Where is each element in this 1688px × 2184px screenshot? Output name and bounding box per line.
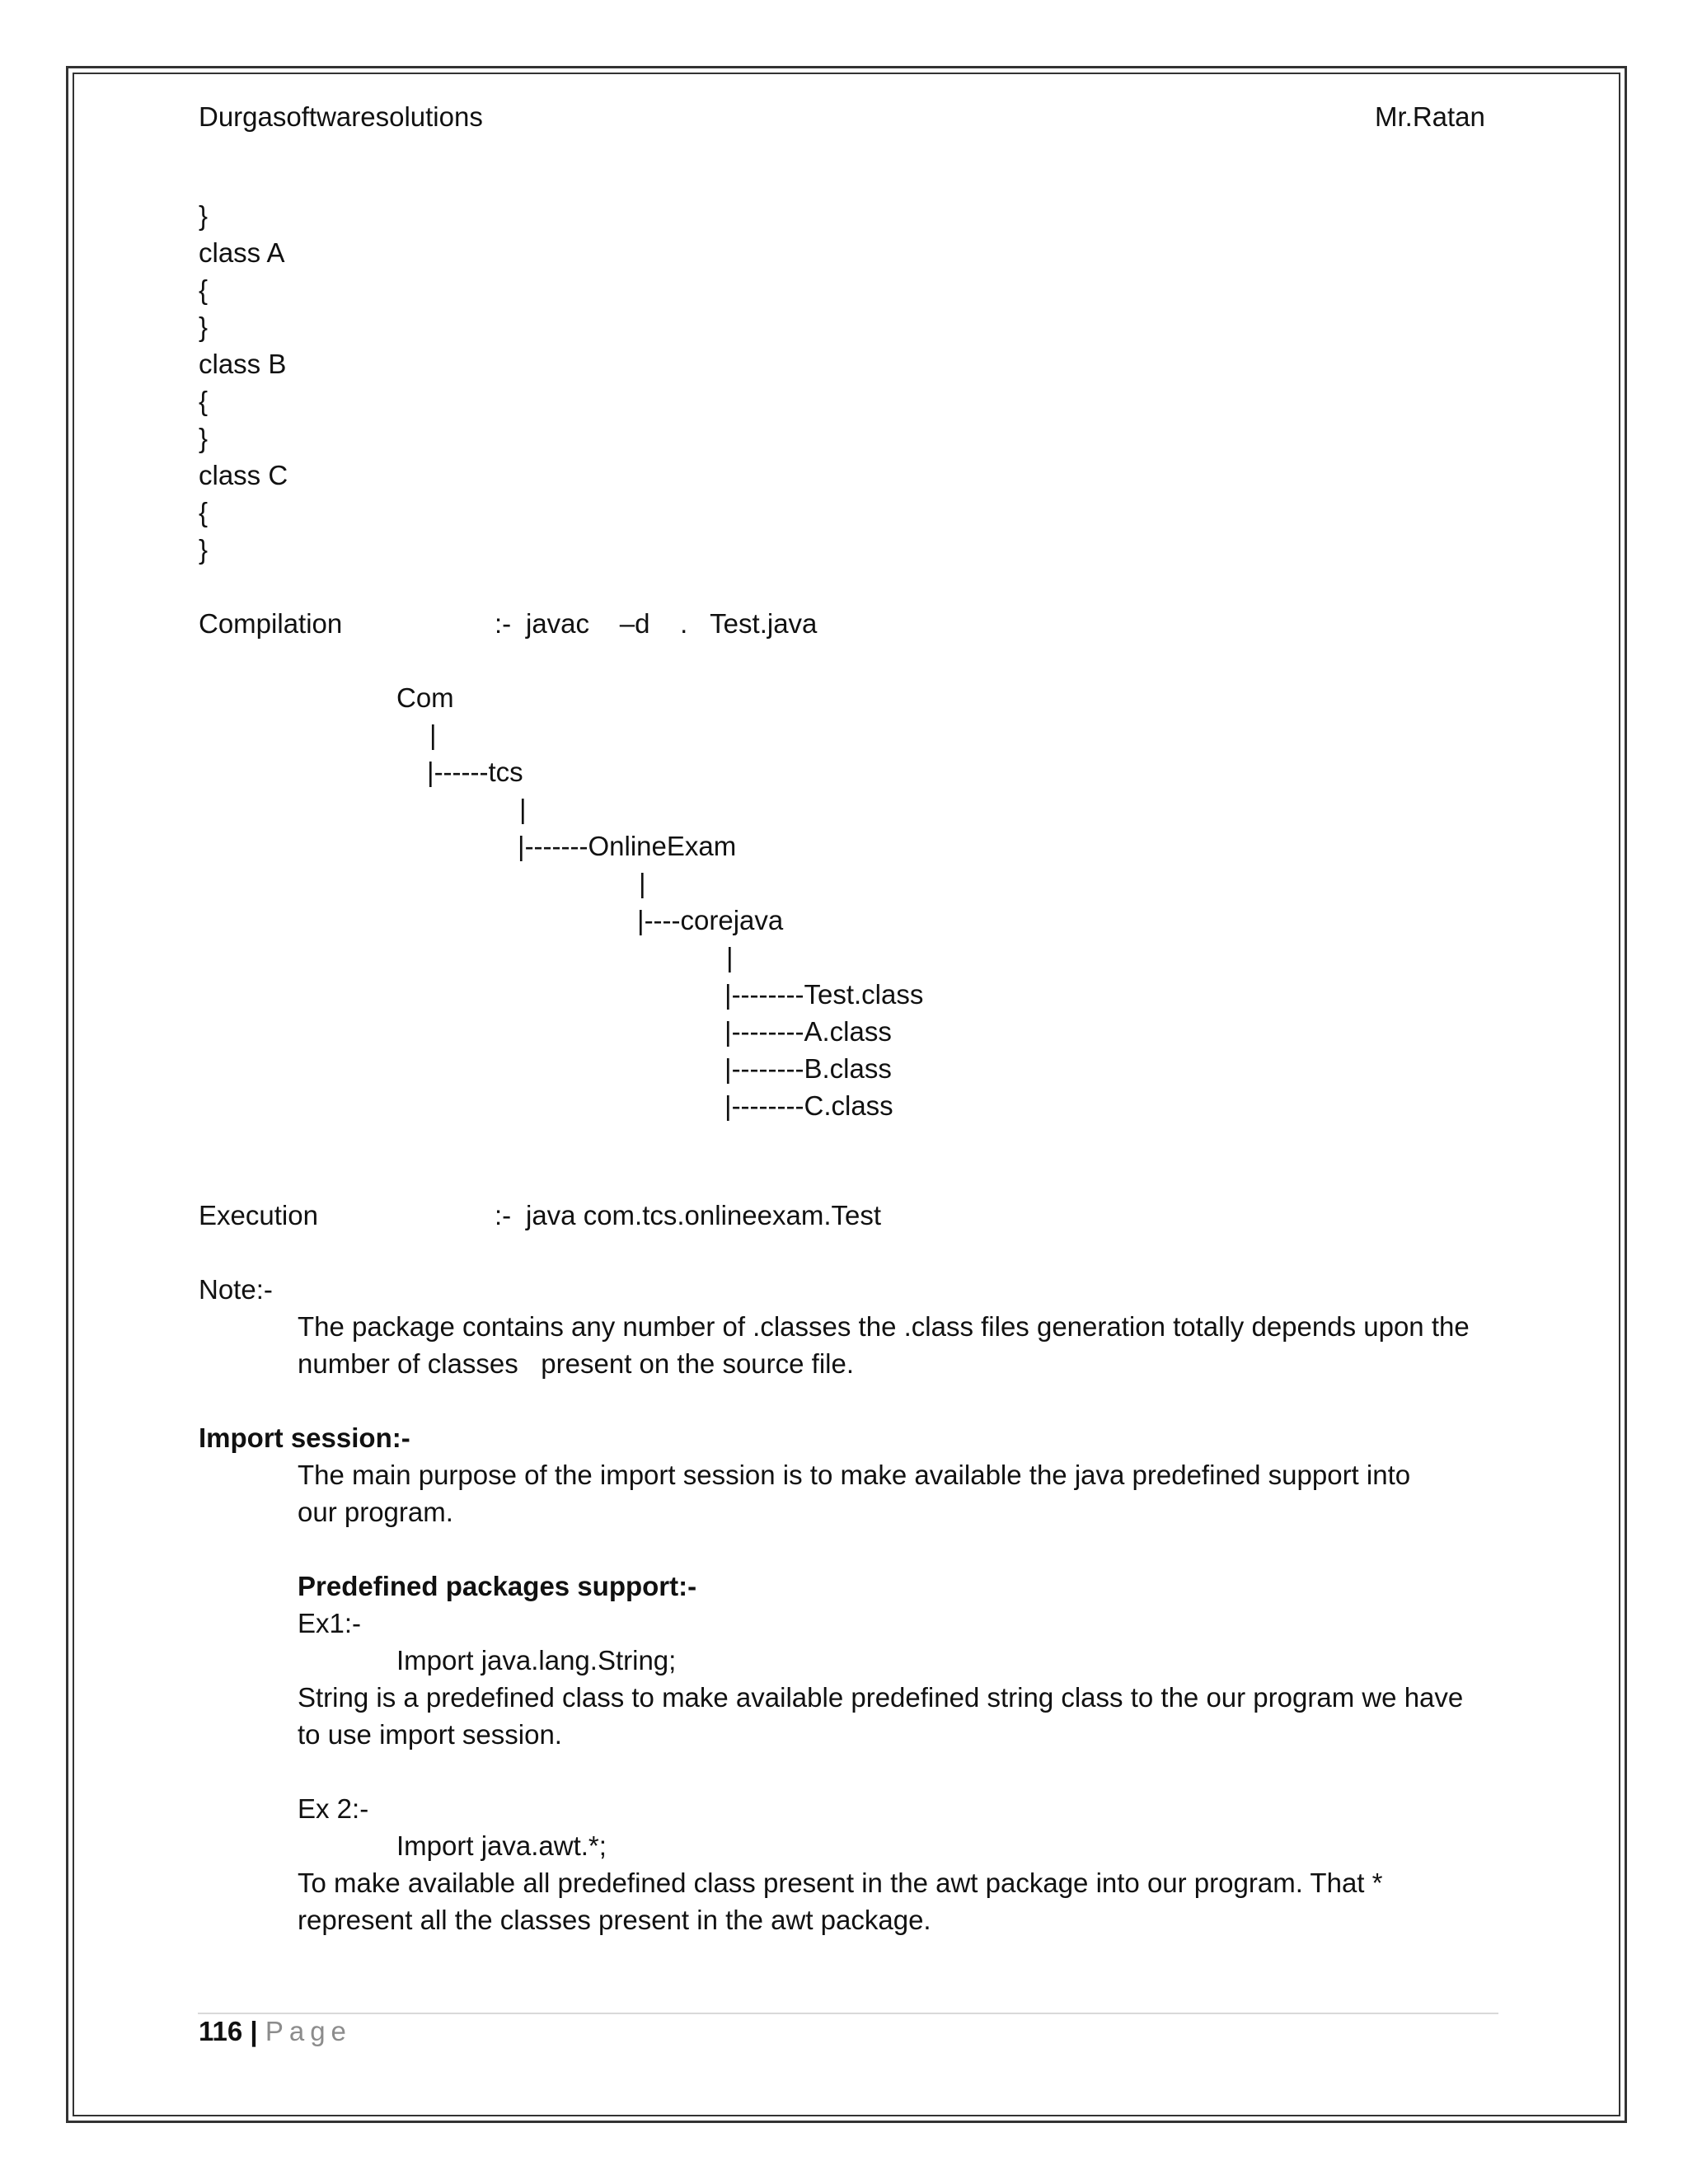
tree-node-tcs: |------tcs: [427, 757, 523, 787]
page-footer: [199, 2018, 352, 2045]
execution-command: java com.tcs.onlineexam.Test: [526, 1200, 882, 1230]
footer-separator: |: [250, 2016, 258, 2046]
compilation-separator: :-: [495, 608, 512, 639]
tree-leaf-test-class: |--------Test.class: [724, 979, 924, 1010]
example-2-code: Import java.awt.*;: [396, 1830, 607, 1861]
execution-label: Execution: [199, 1200, 318, 1230]
example-1-code: Import java.lang.String;: [396, 1645, 677, 1675]
tree-connector: |: [726, 942, 734, 972]
example-2-line: represent all the classes present in the awt package.: [298, 1905, 931, 1935]
tree-connector: |: [519, 794, 527, 824]
tree-node-corejava: |----corejava: [637, 905, 784, 935]
note-line: number of classes present on the source file.: [298, 1348, 855, 1379]
header-left: Durgasoftwaresolutions: [199, 101, 483, 132]
tree-node-com: Com: [396, 682, 454, 713]
header-right: Mr.Ratan: [1375, 101, 1485, 132]
example-1-line: String is a predefined class to make available predefined string class to the our program we have: [298, 1682, 1464, 1713]
code-line: {: [199, 497, 209, 527]
page-label: Page: [265, 2016, 352, 2046]
code-line: }: [199, 200, 209, 231]
compilation-label: Compilation: [199, 608, 343, 639]
code-line: }: [199, 423, 209, 453]
footer-divider: [198, 2013, 1498, 2014]
tree-connector: |: [639, 868, 646, 898]
code-line: }: [199, 312, 209, 342]
code-line: class B: [199, 349, 287, 379]
tree-leaf-a-class: |--------A.class: [724, 1016, 892, 1047]
code-line: {: [199, 274, 209, 305]
example-2-line: To make available all predefined class present in the awt package into our program. That *: [298, 1868, 1383, 1898]
example-1-line: to use import session.: [298, 1719, 562, 1750]
code-line: {: [199, 386, 209, 416]
code-line: }: [199, 534, 209, 565]
tree-leaf-b-class: |--------B.class: [724, 1053, 892, 1084]
tree-connector: |: [429, 719, 437, 750]
import-session-line: The main purpose of the import session is to make available the java predefined support into: [298, 1460, 1411, 1490]
execution-separator: :-: [495, 1200, 512, 1230]
page-number: 116: [199, 2016, 243, 2046]
example-1-label: Ex1:-: [298, 1608, 362, 1638]
compilation-command: javac –d . Test.java: [526, 608, 818, 639]
code-line: class A: [199, 237, 285, 268]
note-line: The package contains any number of .classes the .class files generation totally depends upon the: [298, 1311, 1470, 1342]
import-session-heading: Import session:-: [199, 1422, 410, 1453]
import-session-line: our program.: [298, 1497, 453, 1527]
tree-leaf-c-class: |--------C.class: [724, 1090, 893, 1121]
code-line: class C: [199, 460, 288, 490]
note-heading: Note:-: [199, 1274, 273, 1305]
tree-node-onlineexam: |-------OnlineExam: [518, 831, 737, 861]
predefined-heading: Predefined packages support:-: [298, 1571, 697, 1601]
example-2-label: Ex 2:-: [298, 1793, 369, 1824]
